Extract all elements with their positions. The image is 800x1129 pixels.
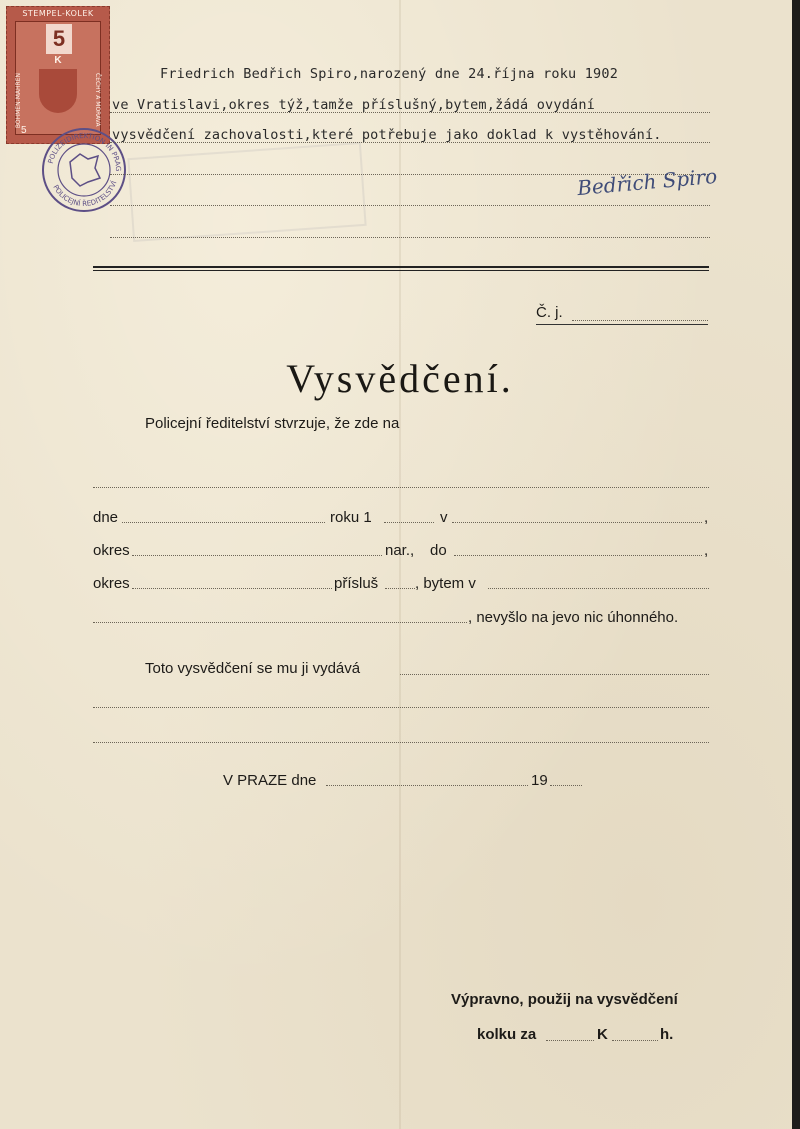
typed-line-1: Friedrich Bedřich Spiro,narozený dne 24.října roku 1902: [160, 66, 619, 82]
handwritten-signature: Bedřich Spiro: [576, 163, 719, 201]
comma: ,: [704, 509, 709, 526]
label-v-praze: V PRAZE dne: [223, 772, 317, 789]
field-halers: [612, 1040, 658, 1041]
label-okres: okres: [93, 575, 130, 592]
document-title: Vysvědčení.: [286, 356, 514, 401]
label-bytem: , bytem v: [415, 575, 476, 592]
field-crowns: [546, 1040, 594, 1041]
label-dne: dne: [93, 509, 119, 526]
dotted-line: [93, 487, 709, 488]
label-roku: roku 1: [330, 509, 372, 526]
field-born-at: [454, 555, 702, 556]
field-issue-year: [550, 785, 582, 786]
stamp-side-left: BÖHMEN-MÄHREN: [15, 73, 22, 129]
separator-rule: [93, 270, 709, 271]
field-issue-date: [326, 785, 528, 786]
label-prislus: přísluš: [334, 575, 379, 592]
label-nevyslo: , nevyšlo na jevo nic úhonného.: [468, 609, 679, 626]
field-residence: [488, 588, 709, 589]
page-fold: [399, 0, 401, 1129]
typed-line-3: vysvědčení zachovalosti,které potřebuje jako doklad k vystěhování.: [112, 127, 662, 143]
label-do: do: [430, 542, 447, 559]
footer-instruction: Výpravno, použij na vysvědčení: [451, 991, 678, 1008]
dotted-line: [110, 205, 710, 206]
label-year-prefix: 19: [531, 772, 548, 789]
stamp-unit: K: [54, 55, 62, 66]
faded-stamp-impression: [127, 142, 366, 242]
scan-edge: [792, 0, 800, 1129]
footer-kolku: kolku za: [477, 1026, 537, 1043]
label-v: v: [440, 509, 448, 526]
label-okres: okres: [93, 542, 130, 559]
label-nar: nar.,: [385, 542, 415, 559]
comma: ,: [704, 542, 709, 559]
revenue-stamp: [6, 6, 110, 144]
intro-text: Policejní ředitelství stvrzuje, že zde na: [145, 415, 400, 432]
typed-line-2: ve Vratislavi,okres týž,tamže příslušný,bytem,žádá ovydání: [112, 97, 596, 113]
dotted-line: [93, 742, 709, 743]
field-place: [452, 522, 702, 523]
lion-emblem-icon: [39, 69, 77, 113]
seal-text-bottom: POLICEJNÍ ŘEDITELSTVÍ: [51, 179, 119, 209]
field-belonging: [385, 588, 415, 589]
reference-field: [572, 320, 708, 321]
stamp-header: STEMPEL-KOLEK: [22, 9, 94, 18]
footer-K: K: [597, 1026, 608, 1043]
field-year: [384, 522, 434, 523]
separator-rule: [93, 266, 709, 268]
field-district: [132, 588, 332, 589]
field-residence-cont: [93, 622, 467, 623]
field-district: [132, 555, 382, 556]
stamp-value: 5: [46, 24, 72, 54]
label-vydava: Toto vysvědčení se mu ji vydává: [145, 660, 361, 677]
stamp-corner: 5: [21, 125, 27, 136]
field-date: [122, 522, 325, 523]
field-purpose: [400, 674, 709, 675]
stamp-side-right: ČECHY A MORAVA: [94, 73, 101, 127]
reference-label: Č. j.: [536, 304, 563, 321]
seal-text-top: POLIZEIDIREKTION IN PRAG: [46, 131, 123, 172]
reference-underline: [536, 324, 708, 325]
footer-h: h.: [660, 1026, 674, 1043]
dotted-line: [93, 707, 709, 708]
dotted-line: [110, 237, 710, 238]
